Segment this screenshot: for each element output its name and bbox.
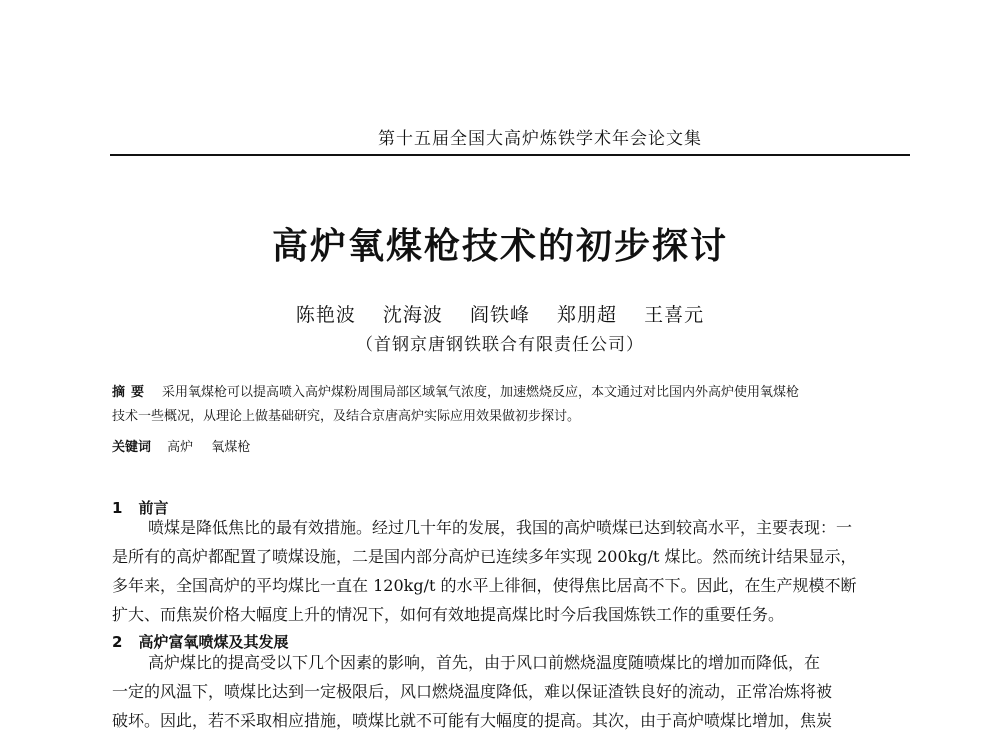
author-name: 阎铁峰 xyxy=(469,304,530,326)
author-name: 郑朋超 xyxy=(557,304,618,326)
section-body xyxy=(112,648,912,735)
keyword: 高炉 xyxy=(167,440,194,455)
body-line: 是所有的高炉都配置了喷煤设施，二是国内部分高炉已连续多年实现 200kg/t 煤比。然而统计结果显示， xyxy=(112,547,857,566)
keywords-label: 关键词 xyxy=(112,440,152,455)
header-rule xyxy=(110,154,910,156)
body-line: 高炉煤比的提高受以下几个因素的影响，首先，由于风口前燃烧温度随喷煤比的增加而降低，在 xyxy=(148,653,821,672)
author-name: 陈艳波 xyxy=(295,304,356,326)
author-name: 王喜元 xyxy=(644,304,705,326)
section-number: 1 xyxy=(112,499,123,517)
author-list xyxy=(0,300,1000,327)
section-title-text: 高炉富氧喷煤及其发展 xyxy=(138,633,289,651)
abstract-text: 采用氧煤枪可以提高喷入高炉煤粉周围局部区域氧气浓度，加速燃烧反应，本文通过对比国内外高炉使用氧煤枪 xyxy=(162,385,800,400)
abstract-line xyxy=(112,381,912,405)
abstract xyxy=(112,381,912,429)
running-header: 第十五届全国大高炉炼铁学术年会论文集 xyxy=(378,129,702,149)
body-line: 多年来，全国高炉的平均煤比一直在 120kg/t 的水平上徘徊，使得焦比居高不下。因此，在生产规模不断 xyxy=(112,576,857,595)
affiliation: （首钢京唐钢铁联合有限责任公司） xyxy=(356,335,644,355)
abstract-label: 摘要 xyxy=(112,385,151,400)
body-line: 喷煤是降低焦比的最有效措施。经过几十年的发展，我国的高炉喷煤已达到较高水平，主要表现：一 xyxy=(148,518,853,537)
section-body xyxy=(112,513,912,629)
body-line: 一定的风温下，喷煤比达到一定极限后，风口燃烧温度降低，难以保证渣铁良好的流动，正常冶炼将被 xyxy=(112,682,833,701)
author-name: 沈海波 xyxy=(382,304,443,326)
section-number: 2 xyxy=(112,633,123,651)
abstract-line: 技术一些概况，从理论上做基础研究，及结合京唐高炉实际应用效果做初步探讨。 xyxy=(112,409,581,424)
keywords xyxy=(112,436,912,455)
keyword: 氧煤枪 xyxy=(211,440,251,455)
section-title-text: 前言 xyxy=(138,499,169,517)
body-line: 破坏。因此，若不采取相应措施，喷煤比就不可能有大幅度的提高。其次，由于高炉喷煤比增加，焦炭 xyxy=(112,711,833,730)
paper-title: 高炉氧煤枪技术的初步探讨 xyxy=(271,226,728,267)
body-line: 扩大、而焦炭价格大幅度上升的情况下，如何有效地提高煤比时今后我国炼铁工作的重要任务。 xyxy=(112,605,785,624)
